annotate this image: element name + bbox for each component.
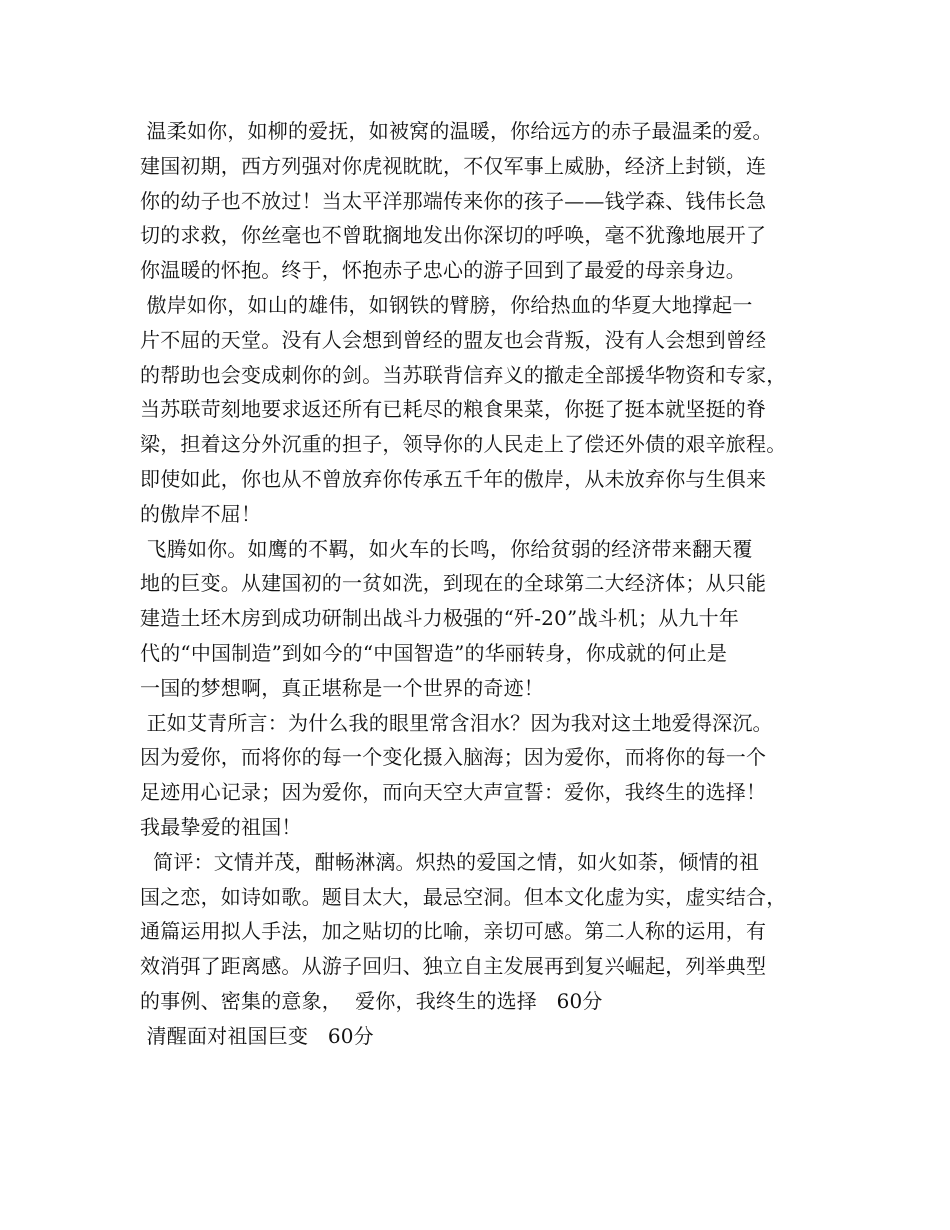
essay-text — [140, 114, 830, 1054]
text-line: 温柔如你，如柳的爱抚，如被窝的温暖，你给远方的赤子最温柔的爱。 — [140, 119, 773, 143]
text-line: 正如艾青所言：为什么我的眼里常含泪水？因为我对这土地爱得深沉。 — [140, 710, 773, 735]
text-line: 的帮助也会变成刺你的剑。当苏联背信弃义的撤走全部援华物资和专家， — [140, 362, 787, 387]
text-line: 一国的梦想啊，真正堪称是一个世界的奇迹！ — [140, 675, 544, 700]
text-line: 简评：文情并茂，酣畅淋漓。炽热的爱国之情，如火如荼，倾情的祖 — [140, 849, 760, 874]
text-line: 代的“中国制造”到如今的“中国智造”的华丽转身，你成就的何止是 — [140, 640, 728, 665]
text-line: 你温暖的怀抱。终于，怀抱赤子忠心的游子回到了最爱的母亲身边。 — [140, 258, 746, 283]
text-line: 建造土坯木房到成功研制出战斗力极强的“歼-20”战斗机；从九十年 — [140, 606, 740, 631]
text-line: 国之恋，如诗如歌。题目太大，最忌空洞。但本文化虚为实，虚实结合， — [140, 884, 787, 909]
text-line: 的事例、密集的意象， 爱你，我终生的选择 60分 — [140, 988, 603, 1013]
text-line: 通篇运用拟人手法，加之贴切的比喻，亲切可感。第二人称的运用，有 — [140, 919, 767, 944]
text-line: 切的求救，你丝毫也不曾耽搁地发出你深切的呼唤，毫不犹豫地展开了 — [140, 223, 767, 248]
text-line: 清醒面对祖国巨变 60分 — [140, 1023, 374, 1048]
text-line: 即使如此，你也从不曾放弃你传承五千年的傲岸，从未放弃你与生俱来 — [140, 466, 767, 491]
text-line: 建国初期，西方列强对你虎视眈眈，不仅军事上威胁，经济上封锁，连 — [140, 153, 767, 178]
text-line: 你的幼子也不放过！当太平洋那端传来你的孩子——钱学森、钱伟长急 — [140, 188, 767, 213]
text-line: 梁，担着这分外沉重的担子，领导你的人民走上了偿还外债的艰辛旅程。 — [140, 432, 787, 457]
text-line: 因为爱你，而将你的每一个变化摄入脑海；因为爱你，而将你的每一个 — [140, 745, 767, 770]
text-line: 片不屈的天堂。没有人会想到曾经的盟友也会背叛，没有人会想到曾经 — [140, 327, 767, 352]
text-line: 傲岸如你，如山的雄伟，如钢铁的臂膀，你给热血的华夏大地撑起一 — [140, 292, 753, 317]
text-line: 效消弭了距离感。从游子回归、独立自主发展再到复兴崛起，列举典型 — [140, 954, 767, 979]
text-line: 我最挚爱的祖国！ — [140, 814, 302, 839]
text-line: 地的巨变。从建国初的一贫如洗，到现在的全球第二大经济体；从只能 — [140, 571, 767, 596]
text-line: 的傲岸不屈！ — [140, 501, 262, 526]
text-line: 当苏联苛刻地要求返还所有已耗尽的粮食果菜，你挺了挺本就坚挺的脊 — [140, 397, 767, 422]
text-line: 飞腾如你。如鹰的不羁，如火车的长鸣，你给贫弱的经济带来翻天覆 — [140, 536, 753, 561]
text-line: 足迹用心记录；因为爱你，而向天空大声宣誓：爱你，我终生的选择！ — [140, 780, 767, 805]
